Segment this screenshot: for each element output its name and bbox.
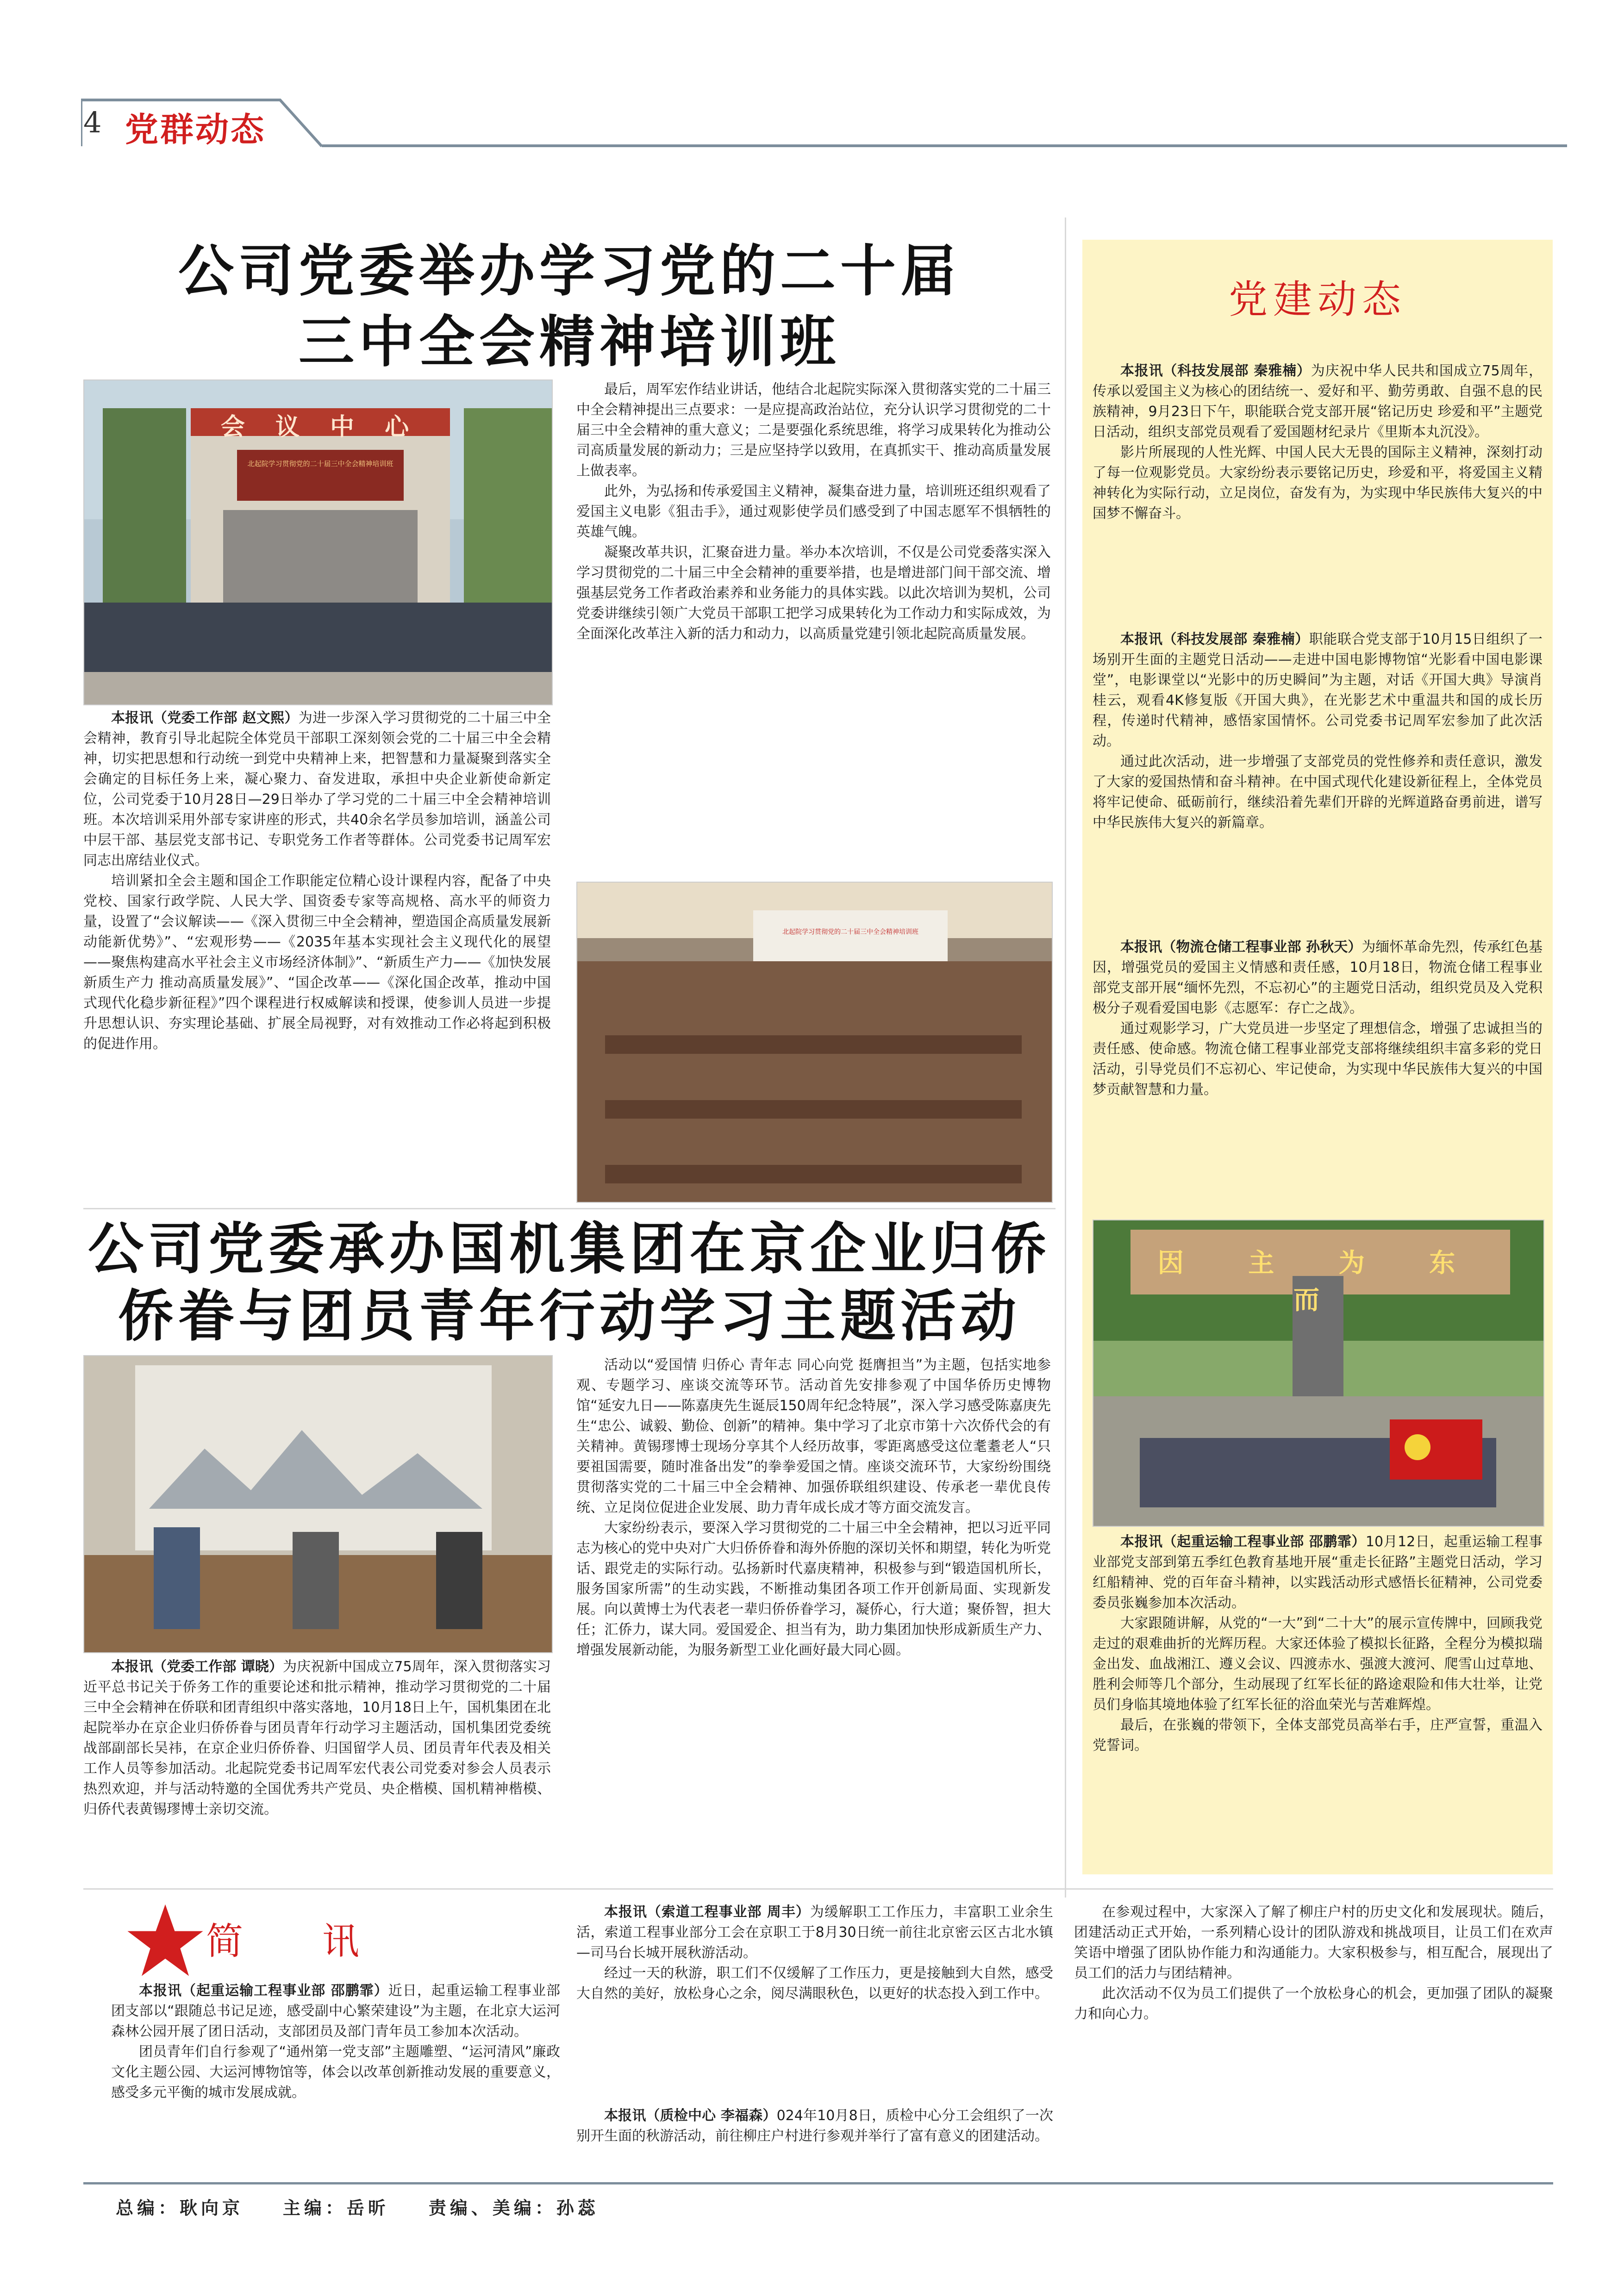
brief2-p2: 经过一天的秋游，职工们不仅缓解了工作压力，更是接触到大自然，感受大自然的美好，放松身心之余，阅尽满眼秋色，以更好的状态投入到工作中。 xyxy=(576,1965,1053,2002)
sidebar-news-3 xyxy=(1093,937,1543,1100)
sidebar-photo-redbase xyxy=(1093,1220,1544,1527)
article1-p4: 此外，为弘扬和传承爱国主义精神，凝集奋进力量，培训班还组织观看了爱国主义电影《狙击手》，通过观影使学员们感受到了中国志愿军不惧牺牲的英雄气魄。 xyxy=(576,483,1051,540)
article1-photo-classroom xyxy=(576,882,1053,1203)
article2-p1: 为庆祝新中国成立75周年，深入贯彻落实习近平总书记关于侨务工作的重要论述和批示精神，推动学习贯彻党的二十届三中全会精神在侨联和团青组织中落实落地，10月18日上午，国机集团在北起院举办在京企业归侨侨眷与团员青年行动学习主题活动，国机集团党委统战部副部长吴祎，在京企业归侨侨眷、归国留学人员、团员青年代表及相关工作人员等参加活动。北起院党委书记周军宏代表公司党委对参会人员表示热烈欢迎，并与活动特邀的全国优秀共产党员、央企楷模、国机精神楷模、归侨代表黄锡璆博士亲切交流。 xyxy=(83,1659,551,1817)
sidebar-photo-banner: 因 主 为 东 而 xyxy=(1157,1248,1483,1315)
article2-photo-meeting xyxy=(83,1355,553,1653)
sidebar-n1-p1: 为庆祝中华人民共和国成立75周年，传承以爱国主义为核心的团结统一、爱好和平、勤劳勇敢、自强不息的民族精神，9月23日下午，职能联合党支部开展“铭记历史 珍爱和平”主题党日活动，组织支部党员观看了爱国题材纪录片《里斯本丸沉没》。 xyxy=(1093,363,1543,440)
article1-p5: 凝聚改革共识，汇聚奋进力量。举办本次培训，不仅是公司党委落实深入学习贯彻党的二十届三中全会精神的重要举措，也是增进部门间干部交流、增强基层党务工作者政治素养和业务能力的具体实践。以此次培训为契机，公司党委讲继续引领广大党员干部职工把学习成果转化为工作动力和实际成效，为全面深化改革注入新的活力和动力，以高质量党建引领北起院高质量发展。 xyxy=(576,544,1051,642)
section-divider xyxy=(83,1208,1056,1209)
article2-title-line2: 侨眷与团员青年行动学习主题活动 xyxy=(118,1284,1021,1349)
brief2-byline: 本报讯（索道工程事业部 周丰） xyxy=(604,1904,810,1920)
brief3-p3: 此次活动不仅为员工们提供了一个放松身心的机会，更加强了团队的凝聚力和向心力。 xyxy=(1074,1985,1553,2022)
article1-photo1-sign: 北起院学习贯彻党的二十届三中全会精神培训班 xyxy=(247,460,394,468)
sidebar-n3-p1: 为缅怀革命先烈，传承红色基因，增强党员的爱国主义情感和责任感，10月18日，物流仓储工程事业部党支部开展“缅怀先烈，不忘初心”的主题党日活动，组织党员及入党积极分子观看爱国电影《志愿军：存亡之战》。 xyxy=(1093,939,1543,1016)
briefs-title: 简 讯 xyxy=(206,1920,378,1963)
article1-p2: 培训紧扣全会主题和国企工作职能定位精心设计课程内容，配备了中央党校、国家行政学院、人民大学、国资委专家等高规格、高水平的师资力量，设置了“会议解读——《深入贯彻三中全会精神，塑造国企高质量发展新动能新优势》”、“宏观形势——《2035年基本实现社会主义现代化的展望——聚焦构建高水平社会主义市场经济体制》”、“新质生产力——《加快发展新质生产力 推动高质量发展》”、“国企改革——《深化国企改革，推动中国式现代化稳步新征程》”四个课程进行权威解读和授课，使参训人员进一步提升思想认识、夯实理论基础、扩展全局视野，对有效推动工作必将起到积极的促进作用。 xyxy=(83,873,551,1052)
article2-byline: 本报讯（党委工作部 谭晓） xyxy=(111,1659,283,1675)
article1-photo-group xyxy=(83,380,553,705)
brief1-p1: 近日，起重运输工程事业部团支部以“跟随总书记足迹，感受副中心繁荣建设”为主题，在北京大运河森林公园开展了团日活动，支部团员及部门青年员工参加本次活动。 xyxy=(111,1983,561,2040)
sidebar-n1-byline: 本报讯（科技发展部 秦雅楠） xyxy=(1120,363,1311,379)
article1-photo2-banner: 北起院学习贯彻党的二十届三中全会精神培训班 xyxy=(782,928,918,936)
article1-p3: 最后，周军宏作结业讲话，他结合北起院实际深入贯彻落实党的二十届三中全会精神提出三点要求：一是应提高政治站位，充分认识学习贯彻党的二十届三中全会精神的重大意义；二是要强化系统思维，将学习成果转化为推动公司高质量发展的新动力；三是应坚持学以致用，在真抓实干、推动高质量发展上做表率。 xyxy=(576,381,1051,479)
article2-p3: 大家纷纷表示，要深入学习贯彻党的二十届三中全会精神，把以习近平同志为核心的党中央对广大归侨侨眷和海外侨胞的深切关怀和期望，转化为听党话、跟党走的实际行动。弘扬新时代嘉庚精神，积极参与到“锻造国机所长，服务国家所需”的生动实践，不断推动集团各项工作开创新局面、实现新发展。向以黄博士为代表老一辈归侨侨眷学习，凝侨心，行大道；聚侨智，担大任；汇侨力，谋大同。爱国爱企、担当有为，助力集团加快形成新质生产力、增强发展新动能，为服务新型工业化画好最大同心圆。 xyxy=(576,1520,1051,1658)
column-divider xyxy=(1065,218,1066,1898)
article1-col1 xyxy=(83,708,551,1054)
briefs-divider xyxy=(83,1888,1553,1890)
section-title: 党群动态 xyxy=(125,110,266,149)
sidebar-n4-byline: 本报讯（起重运输工程事业部 邵鹏霏） xyxy=(1120,1534,1366,1550)
sidebar-n4-p3: 最后，在张巍的带领下，全体支部党员高举右手，庄严宣誓，重温入党誓词。 xyxy=(1093,1717,1543,1754)
header-rule xyxy=(322,144,1567,147)
sidebar-n2-p1: 职能联合党支部于10月15日组织了一场别开生面的主题党日活动——走进中国电影博物馆“光影看中国电影课堂”，电影课堂以“光影中的历史瞬间”为主题，对话《开国大典》导演肖桂云，观看4K修复版《开国大典》，在光影艺术中重温共和国的成长历程，传递时代精神，感悟家国情怀。公司党委书记周军宏参加了此次活动。 xyxy=(1093,631,1543,749)
brief1-p2: 团员青年们自行参观了“通州第一党支部”主题雕塑、“运河清风”廉政文化主题公园、大运河博物馆等，体会以改革创新推动发展的重要意义，感受多元平衡的城市发展成就。 xyxy=(111,2044,560,2101)
article2-p2: 活动以“爱国情 归侨心 青年志 同心向党 挺膺担当”为主题，包括实地参观、专题学习、座谈交流等环节。活动首先安排参观了中国华侨历史博物馆“延安九日——陈嘉庚先生诞辰150周年纪念特展”，深入学习感受陈嘉庚先生“忠公、诚毅、勤俭、创新”的精神。集中学习了北京市第十六次侨代会的有关精神。黄锡璆博士现场分享其个人经历故事，零距离感受这位耄耋老人“只要祖国需要，随时准备出发”的拳拳爱国之情。座谈交流环节，大家纷纷围绕贯彻落实党的二十届三中全会精神、加强侨联组织建设、传承老一辈优良传统、立足岗位促进企业发展、助力青年成长成才等方面交流发言。 xyxy=(576,1357,1051,1516)
sidebar-n4-p1: 10月12日，起重运输工程事业部党支部到第五季红色教育基地开展“重走长征路”主题党日活动，学习红船精神、党的百年奋斗精神，以实践活动形式感悟长征精神，公司党委委员张巍参加本次活动。 xyxy=(1093,1534,1543,1611)
sidebar-title: 党建动态 xyxy=(1228,277,1406,322)
article1-title-line2: 三中全会精神培训班 xyxy=(299,310,840,374)
sidebar-n3-byline: 本报讯（物流仓储工程事业部 孙秋天） xyxy=(1120,939,1362,955)
brief3-byline: 本报讯（质检中心 李福森） xyxy=(604,2108,777,2124)
brief1-byline: 本报讯（起重运输工程事业部 邵鹏霏） xyxy=(139,1983,388,1999)
sidebar-news-4 xyxy=(1093,1532,1543,1756)
brief-3b xyxy=(1074,1902,1553,2024)
brief-1 xyxy=(111,1981,560,2103)
article1-photo1-banner: 会 议 中 心 xyxy=(220,413,420,441)
sidebar-news-1 xyxy=(1093,361,1543,524)
article1-col2 xyxy=(576,380,1051,644)
article1-p1: 为进一步深入学习贯彻党的二十届三中全会精神，教育引导北起院全体党员干部职工深刻领会党的二十届三中全会精神，切实把思想和行动统一到党中央精神上来，把智慧和力量凝聚到落实全会确定的目标任务上来，凝心聚力、奋发进取，承担中央企业新使命新定位，公司党委于10月28日—29日举办了学习党的二十届三中全会精神培训班。本次培训采用外部专家讲座的形式，共40余名学员参加培训，涵盖公司中层干部、基层党支部书记、专职党务工作者等群体。公司党委书记周军宏同志出席结业仪式。 xyxy=(83,710,551,869)
sidebar-n1-p2: 影片所展现的人性光辉、中国人民大无畏的国际主义精神，深刻打动了每一位观影党员。大家纷纷表示要铭记历史，珍爱和平，将爱国主义精神转化为实际行动，立足岗位，奋发有为，为实现中华民族伟大复兴的中国梦不懈奋斗。 xyxy=(1093,444,1543,522)
brief3-p2: 在参观过程中，大家深入了解了柳庄户村的历史文化和发展现状。随后，团建活动正式开始，一系列精心设计的团队游戏和挑战项目，让员工们在欢声笑语中增强了团队协作能力和沟通能力。大家积极参与，相互配合，展现出了员工们的活力与团结精神。 xyxy=(1074,1904,1553,1981)
article2-col1 xyxy=(83,1657,551,1820)
footer-credits: 总编：耿向京 主编：岳昕 责编、美编：孙蕊 xyxy=(116,2197,599,2218)
brief-2 xyxy=(576,1902,1053,2004)
page-number: 4 xyxy=(83,106,102,139)
sidebar-n2-p2: 通过此次活动，进一步增强了支部党员的党性修养和责任意识，激发了大家的爱国热情和奋斗精神。在中国式现代化建设新征程上，全体党员将牢记使命、砥砺前行，继续沿着先辈们开辟的光辉道路奋勇前进，谱写中华民族伟大复兴的新篇章。 xyxy=(1093,753,1543,831)
brief-3a xyxy=(576,2106,1053,2147)
sidebar-n4-p2: 大家跟随讲解，从党的“一大”到“二十大”的展示宣传牌中，回顾我党走过的艰难曲折的光辉历程。大家还体验了模拟长征路，全程分为模拟瑞金出发、血战湘江、遵义会议、四渡赤水、强渡大渡河、爬雪山过草地、胜利会师等几个部分，生动展现了红军长征的路途艰险和伟大壮举，让党员们身临其境地体验了红军长征的浴血荣光与苦难辉煌。 xyxy=(1093,1615,1543,1713)
brief3-p1: 024年10月8日，质检中心分工会组织了一次别开生面的秋游活动，前往柳庄户村进行参观并举行了富有意义的团建活动。 xyxy=(576,2108,1053,2144)
article2-title-line1: 公司党委承办国机集团在京企业归侨 xyxy=(88,1217,1051,1282)
brief2-p1: 为缓解职工工作压力，丰富职工业余生活，索道工程事业部分工会在京职工于8月30日统一前往北京密云区古北水镇—司马台长城开展秋游活动。 xyxy=(576,1904,1053,1961)
sidebar-n2-byline: 本报讯（科技发展部 秦雅楠） xyxy=(1120,631,1309,647)
article1-byline: 本报讯（党委工作部 赵文熙） xyxy=(111,710,299,726)
footer-rule xyxy=(83,2182,1553,2184)
sidebar-news-2 xyxy=(1093,629,1543,833)
article2-col2 xyxy=(576,1355,1051,1661)
sidebar-n3-p2: 通过观影学习，广大党员进一步坚定了理想信念，增强了忠诚担当的责任感、使命感。物流仓储工程事业部党支部将继续组织丰富多彩的党日活动，引导党员们不忘初心、牢记使命，为实现中华民族伟大复兴的中国梦贡献智慧和力量。 xyxy=(1093,1020,1543,1098)
article1-title-line1: 公司党委举办学习党的二十届 xyxy=(178,239,961,304)
star-icon xyxy=(126,1901,205,1980)
